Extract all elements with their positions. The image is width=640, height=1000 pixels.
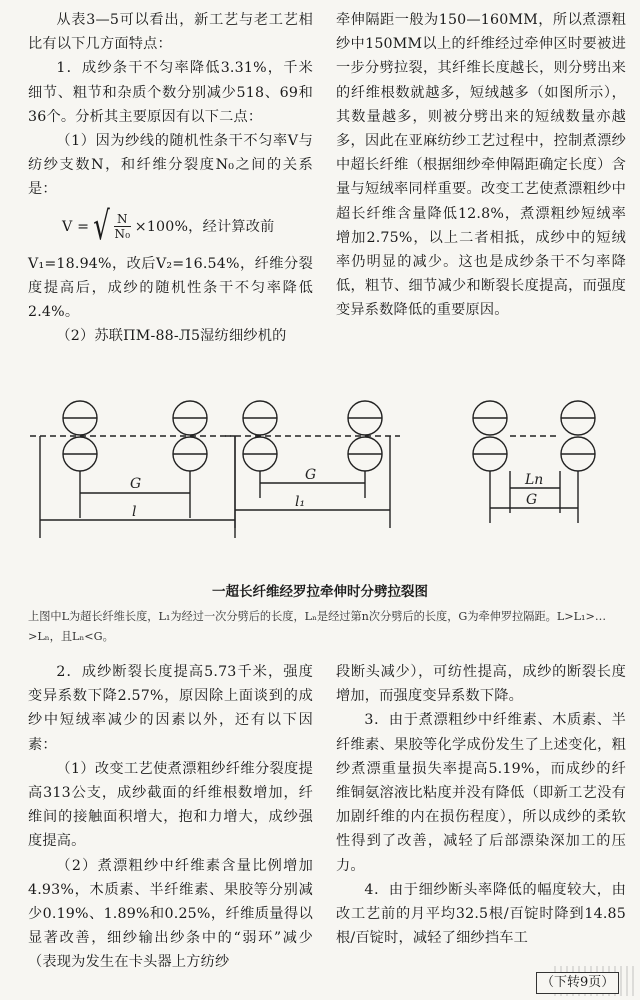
label-l1: l₁ xyxy=(295,494,306,510)
paragraph: （2）煮漂粗纱中纤维素含量比例增加4.93%，木质素、半纤维素、果胶等分别减少0.19%、1.89%和0.25%，纤维质量得以显著改善，细纱输出纱条中的“弱环”减少（表现为发生在卡头器上方纺纱 xyxy=(28,857,313,971)
paragraph: 牵伸隔距一般为150—160MM，所以煮漂粗纱中150MM以上的纤维经过牵伸区时要被进一步分劈拉裂，其纤维长度越长，则分劈出来的纤维根数就越多，短绒越多（如图所示），其数量越多，则被分劈出来的短绒数量亦越多，因此在亚麻纺纱工艺过程中，控制煮漂纱中超长纤维（根据细纱牵伸隔距确定长度）含量与短绒率同样重要。改变工艺使煮漂粗纱中超长纤维含量降低12.8%，煮漂粗纱短绒率增加2.75%，以上二者相抵，成纱中的短绒率仍明显的减少。这也是成纱条干不匀率降低，粗节、细节减少和断裂长度提高，而强度变异系数降低的重要原因。 xyxy=(336,12,626,319)
figure-caption: 一超长纤维经罗拉牵伸时分劈拉裂图 xyxy=(212,584,428,600)
column-top-left xyxy=(28,8,313,348)
paragraph: （1）因为纱线的随机性条干不匀率V与纺纱支数N，和纤维分裂度N₀之间的关系是： xyxy=(28,133,313,198)
column-bottom-left xyxy=(28,660,313,975)
figure-note: 上图中L为超长纤维长度，L₁为经过一次分劈后的长度，Lₙ是经过第n次分劈后的长度，G为牵伸罗拉隔距。L>L₁>…>Lₙ，且Lₙ<G。 xyxy=(28,610,607,643)
fiber-splitting-diagram xyxy=(20,388,630,563)
label-G: G xyxy=(130,476,142,492)
paragraph: 2．成纱断裂长度提高5.73千米，强度变异系数下降2.57%，原因除上面谈到的成纱中短绒率减少的因素以外，还有以下因素： xyxy=(28,664,313,753)
formula-lhs: V = xyxy=(62,218,90,235)
label-G: G xyxy=(526,492,538,508)
formula-denominator: N₀ xyxy=(114,227,131,242)
paragraph: （1）改变工艺使煮漂粗纱纤维分裂度提高313公支，成纱截面的纤维根数增加，纤维间的接触面积增大，抱和力增大，成纱强度提高。 xyxy=(28,760,313,850)
paragraph: V₁=18.94%，改后V₂=16.54%，纤维分裂度提高后，成纱的随机性条干不匀率降低2.4%。 xyxy=(28,255,313,321)
column-top-right xyxy=(336,8,626,323)
paragraph: 段断头减少），可纺性提高，成纱的断裂长度增加，而强度变异系数下降。 xyxy=(336,664,626,705)
label-G: G xyxy=(305,467,317,483)
formula-fraction xyxy=(114,212,131,241)
label-l: l xyxy=(132,504,137,520)
paragraph: 4．由于细纱断头率降低的幅度较大，由改工艺前的月平均32.5根/百锭时降到14.85根/百锭时，减轻了细纱挡车工 xyxy=(336,881,626,947)
continued-page-label: （下转9页） xyxy=(536,972,619,994)
paragraph: 3．由于煮漂粗纱中纤维素、木质素、半纤维素、果胶等化学成份发生了上述变化，粗纱煮漂重量损失率提高5.19%，而成纱的纤维铜氨溶液比粘度并没有降低（即新工艺没有加剧纤维的内在损伤程度），所以成纱的柔软性得到了改善，减轻了后部漂染深加工的压力。 xyxy=(336,712,626,874)
sqrt-symbol: √ xyxy=(93,204,111,250)
label-Ln: Ln xyxy=(525,472,544,488)
paragraph: 1．成纱条干不匀率降低3.31%，千米细节、粗节和杂质个数分别减少518、69和36个。分析其主要原因有以下二点： xyxy=(28,60,313,125)
paragraph: （2）苏联ПМ-88-Л5湿纺细纱机的 xyxy=(56,328,287,345)
formula-rhs: ×100%，经计算改前 xyxy=(134,218,275,235)
formula xyxy=(28,202,313,252)
column-bottom-right xyxy=(336,660,626,950)
formula-numerator: N xyxy=(114,212,131,227)
paragraph: 从表3—5可以看出，新工艺与老工艺相比有以下几方面特点： xyxy=(28,12,313,53)
